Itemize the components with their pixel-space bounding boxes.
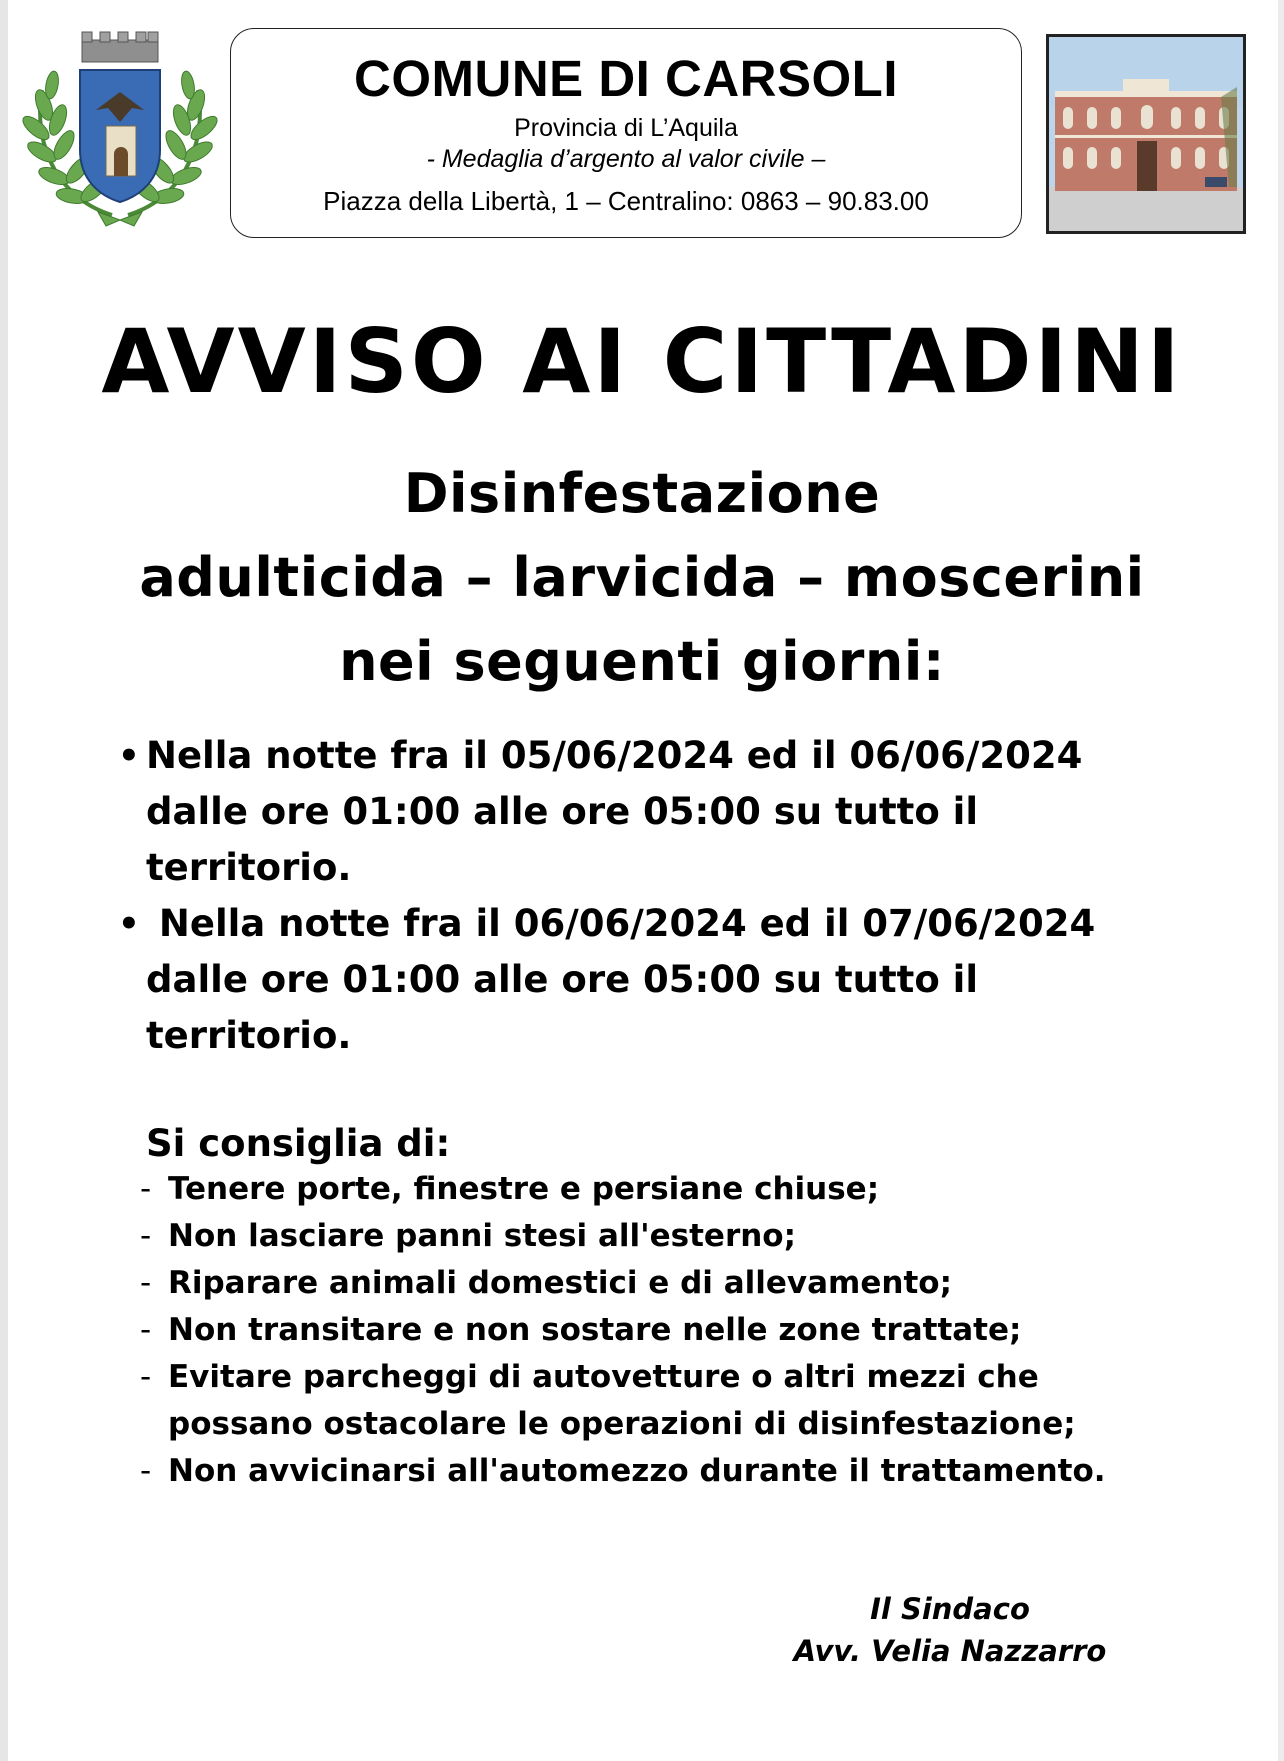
signature-name: Avv. Velia Nazzarro: [793, 1634, 1107, 1668]
schedule-item: [118, 896, 1238, 1064]
dash-marker: -: [140, 1265, 152, 1301]
schedule-line: territorio.: [146, 1014, 352, 1057]
medal-caption: - Medaglia d’argento al valor civile –: [426, 145, 826, 173]
subtitle-line: adulticida – larvicida – moscerini: [139, 546, 1145, 609]
advice-item: [136, 1213, 1256, 1260]
schedule-line: Nella notte fra il 05/06/2024 ed il 06/06/2024: [146, 734, 1083, 777]
schedule-list: [118, 728, 1238, 1064]
advice-list: [136, 1166, 1256, 1495]
dash-marker: -: [140, 1359, 152, 1395]
advice-text: possano ostacolare le operazioni di disinfestazione;: [168, 1406, 1076, 1442]
advice-item: [136, 1166, 1256, 1213]
coat-of-arms-icon: [22, 30, 218, 230]
dash-marker: -: [140, 1171, 152, 1207]
signature-block: [760, 1588, 1140, 1672]
advice-text: Non transitare e non sostare nelle zone trattate;: [168, 1312, 1022, 1348]
schedule-line: Nella notte fra il 06/06/2024 ed il 07/06/2024: [146, 902, 1096, 945]
municipality-name: COMUNE DI CARSOLI: [354, 50, 898, 107]
advice-item: [136, 1354, 1256, 1448]
dash-marker: -: [140, 1453, 152, 1489]
advice-text: Non avvicinarsi all'automezzo durante il trattamento.: [168, 1453, 1106, 1489]
advice-text: Riparare animali domestici e di allevamento;: [168, 1265, 952, 1301]
advice-text: Evitare parcheggi di autovetture o altri mezzi che: [168, 1359, 1039, 1395]
advice-item: [136, 1448, 1256, 1495]
page-edge-right: [1278, 0, 1284, 1761]
notice-title: AVVISO AI CITTADINI: [101, 310, 1183, 413]
page-edge-left: [0, 0, 8, 1761]
advice-heading: Si consiglia di:: [146, 1122, 451, 1165]
town-hall-photo: [1046, 34, 1246, 234]
notice-subtitle: [0, 452, 1284, 704]
advice-item: [136, 1307, 1256, 1354]
advice-text: Tenere porte, finestre e persiane chiuse;: [168, 1171, 880, 1207]
signature-role: Il Sindaco: [870, 1592, 1030, 1626]
bullet-icon: •: [118, 904, 140, 944]
subtitle-line: nei seguenti giorni:: [339, 630, 945, 693]
dash-marker: -: [140, 1218, 152, 1254]
schedule-line: territorio.: [146, 846, 352, 889]
advice-item: [136, 1260, 1256, 1307]
schedule-line: dalle ore 01:00 alle ore 05:00 su tutto il: [146, 958, 979, 1001]
subtitle-line: Disinfestazione: [403, 462, 881, 525]
schedule-item: [118, 728, 1238, 896]
dash-marker: -: [140, 1312, 152, 1348]
bullet-icon: •: [118, 736, 140, 776]
province: Provincia di L’Aquila: [514, 114, 738, 142]
address-line: Piazza della Libertà, 1 – Centralino: 0863 – 90.83.00: [323, 186, 929, 216]
advice-text: Non lasciare panni stesi all'esterno;: [168, 1218, 796, 1254]
schedule-line: dalle ore 01:00 alle ore 05:00 su tutto il: [146, 790, 979, 833]
municipality-header: [230, 28, 1022, 238]
